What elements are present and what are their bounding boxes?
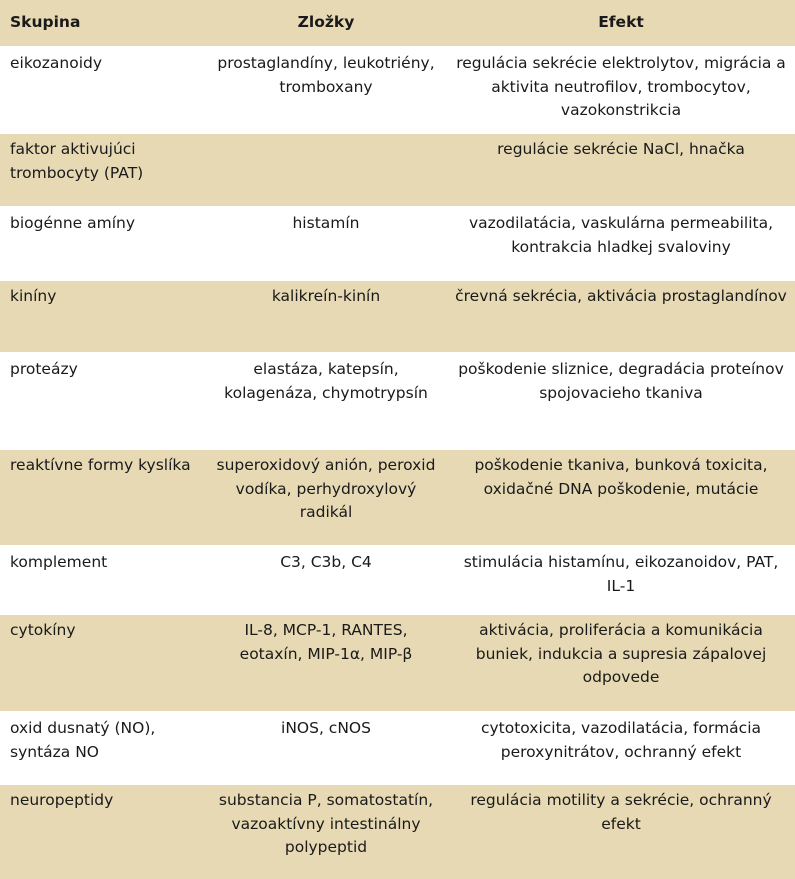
- cell-effect: regulácia motility a sekrécie, ochranný efekt: [447, 784, 795, 879]
- table-row: [0, 280, 795, 353]
- cell-effect: poškodenie sliznice, degradácia proteínov spojovacieho tkaniva: [447, 353, 795, 449]
- cell-effect: aktivácia, proliferácia a komunikácia buniek, indukcia a supresia zápalovej odpovede: [447, 614, 795, 712]
- cell-components: elastáza, katepsín, kolagenáza, chymotrypsín: [205, 353, 447, 449]
- cell-effect: cytotoxicita, vazodilatácia, formácia peroxynitrátov, ochranný efekt: [447, 712, 795, 784]
- cell-group: neuropeptidy: [0, 784, 205, 879]
- cell-group: reaktívne formy kyslíka: [0, 449, 205, 546]
- cell-group: biogénne amíny: [0, 207, 205, 280]
- table-row: [0, 546, 795, 614]
- cell-effect: črevná sekrécia, aktivácia prostaglandínov: [447, 280, 795, 353]
- table-row: [0, 449, 795, 546]
- table-row: [0, 47, 795, 133]
- cell-effect: regulácie sekrécie NaCl, hnačka: [447, 133, 795, 207]
- cell-components: histamín: [205, 207, 447, 280]
- cell-group: kiníny: [0, 280, 205, 353]
- cell-effect: vazodilatácia, vaskulárna permeabilita, kontrakcia hladkej svaloviny: [447, 207, 795, 280]
- cell-group: komplement: [0, 546, 205, 614]
- table-row: [0, 353, 795, 449]
- cell-components: kalikreín-kinín: [205, 280, 447, 353]
- cell-effect: regulácia sekrécie elektrolytov, migrácia a aktivita neutrofilov, trombocytov, vazokonstrikcia: [447, 47, 795, 133]
- cell-group: oxid dusnatý (NO), syntáza NO: [0, 712, 205, 784]
- cell-components: substancia P, somatostatín, vazoaktívny intestinálny polypeptid: [205, 784, 447, 879]
- cell-components: superoxidový anión, peroxid vodíka, perhydroxylový radikál: [205, 449, 447, 546]
- cell-group: faktor aktivujúci trombocyty (PAT): [0, 133, 205, 207]
- cell-components: IL-8, MCP-1, RANTES, eotaxín, MIP-1α, MIP-β: [205, 614, 447, 712]
- cell-components: [205, 133, 447, 207]
- header-effect: Efekt: [447, 0, 795, 47]
- table-row: [0, 784, 795, 879]
- table-row: [0, 207, 795, 280]
- cell-group: eikozanoidy: [0, 47, 205, 133]
- cell-group: proteázy: [0, 353, 205, 449]
- header-row: [0, 0, 795, 47]
- table-row: [0, 712, 795, 784]
- table-row: [0, 614, 795, 712]
- cell-group: cytokíny: [0, 614, 205, 712]
- table-row: [0, 133, 795, 207]
- cell-components: prostaglandíny, leukotriény, tromboxany: [205, 47, 447, 133]
- header-group: Skupina: [0, 0, 205, 47]
- header-components: Zložky: [205, 0, 447, 47]
- cell-effect: stimulácia histamínu, eikozanoidov, PAT, IL-1: [447, 546, 795, 614]
- cell-components: iNOS, cNOS: [205, 712, 447, 784]
- cell-effect: poškodenie tkaniva, bunková toxicita, oxidačné DNA poškodenie, mutácie: [447, 449, 795, 546]
- cell-components: C3, C3b, C4: [205, 546, 447, 614]
